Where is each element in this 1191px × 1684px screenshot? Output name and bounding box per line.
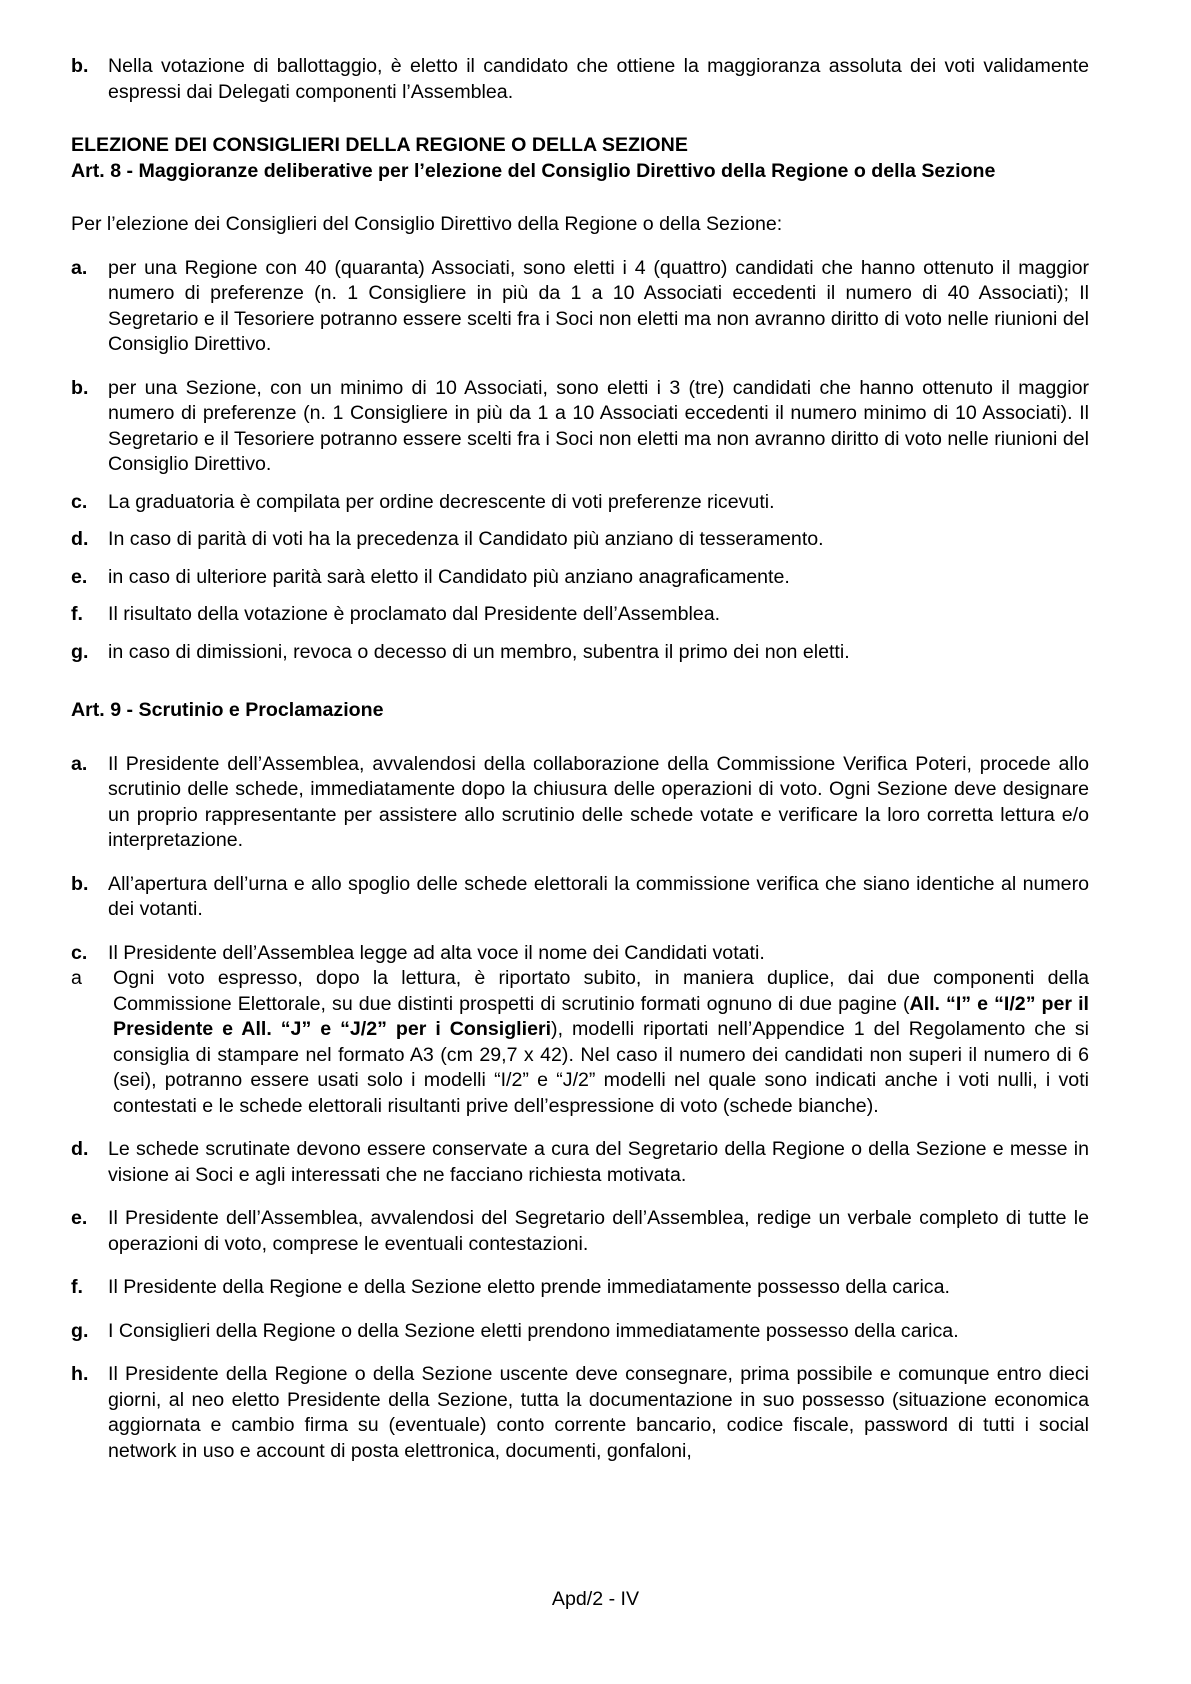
list-item bbox=[71, 376, 1089, 478]
list-item bbox=[71, 1362, 1089, 1464]
list-item bbox=[71, 1137, 1089, 1188]
item-label: h. bbox=[71, 1363, 89, 1385]
item-label: c. bbox=[71, 941, 88, 964]
article-9-title: Art. 9 - Scrutinio e Proclamazione bbox=[71, 699, 384, 721]
item-text: Le schede scrutinate devono essere conservate a cura del Segretario della Regione o della Sezione e messe in visione ai Soci e agli interessati che ne facciano richiesta motivata. bbox=[108, 1138, 1089, 1186]
page-footer: Apd/2 - IV bbox=[551, 1588, 640, 1610]
list-item bbox=[71, 941, 1089, 967]
article-8-title: Art. 8 - Maggioranze deliberative per l’elezione del Consiglio Direttivo della Regione o della Sezione bbox=[71, 159, 996, 182]
item-text-part: ), modelli riportati nell’Appendice 1 del Regolamento che si consiglia di stampare nel formato A3 (cm 29,7 x 42). Nel caso il numero dei candidati non superi il numero di 6 (sei), potranno essere usati solo i modelli “I/2” e “J/2” modelli nel quale sono indicati anche i voti nulli, i voti contestati e le schede elettorali risultanti prive dell’espressione di voto (schede bianche). bbox=[113, 1018, 1090, 1117]
item-label: f. bbox=[71, 1276, 83, 1298]
item-label: b. bbox=[71, 55, 89, 77]
item-text: La graduatoria è compilata per ordine decrescente di voti preferenze ricevuti. bbox=[108, 490, 775, 513]
item-label: d. bbox=[71, 528, 89, 550]
list-item bbox=[71, 1275, 1089, 1301]
item-label: a. bbox=[71, 752, 88, 775]
item-text: Il Presidente dell’Assemblea, avvalendosi del Segretario dell’Assemblea, redige un verbale completo di tutte le operazioni di voto, comprese le eventuali contestazioni. bbox=[108, 1207, 1089, 1255]
list-item bbox=[71, 1206, 1089, 1257]
item-label: g. bbox=[71, 1319, 89, 1342]
item-text: Nella votazione di ballottaggio, è eletto il candidato che ottiene la maggioranza assoluta dei voti validamente espressi dai Delegati componenti l’Assemblea. bbox=[108, 55, 1089, 103]
item-text: Il Presidente dell’Assemblea legge ad alta voce il nome dei Candidati votati. bbox=[108, 941, 765, 964]
item-text: Il risultato della votazione è proclamato dal Presidente dell’Assemblea. bbox=[108, 603, 721, 625]
list-item bbox=[71, 527, 1089, 553]
list-item bbox=[71, 872, 1089, 923]
list-item bbox=[71, 565, 1089, 591]
item-label: a. bbox=[71, 256, 88, 279]
item-text: I Consiglieri della Regione o della Sezione eletti prendono immediatamente possesso della carica. bbox=[108, 1319, 959, 1342]
item-label: f. bbox=[71, 603, 83, 625]
item-label: b. bbox=[71, 872, 89, 895]
item-label: g. bbox=[71, 640, 89, 663]
document-page bbox=[71, 54, 1089, 1464]
item-label: d. bbox=[71, 1138, 89, 1160]
item-label: a bbox=[71, 967, 82, 989]
list-item bbox=[71, 490, 1089, 516]
item-text: Il Presidente della Regione o della Sezione uscente deve consegnare, prima possibile e comunque entro dieci giorni, al neo eletto Presidente della Sezione, tutta la documentazione in suo possesso (situazione economica aggiornata e cambio firma su (eventuale) conto corrente bancario, codice fiscale, password di tutti i social network in uso e account di posta elettronica, documenti, gonfaloni, bbox=[108, 1363, 1089, 1462]
list-item bbox=[71, 256, 1089, 358]
item-label: e. bbox=[71, 1207, 88, 1229]
list-item bbox=[71, 966, 1089, 1119]
item-text: in caso di dimissioni, revoca o decesso di un membro, subentra il primo dei non eletti. bbox=[108, 640, 850, 663]
article-8-intro: Per l’elezione dei Consiglieri del Consiglio Direttivo della Regione o della Sezione: bbox=[71, 213, 783, 235]
item-text: Il Presidente della Regione e della Sezione eletto prende immediatamente possesso della carica. bbox=[108, 1276, 950, 1298]
list-item bbox=[71, 602, 1089, 628]
item-text-part: Ogni voto espresso, dopo la lettura, è riportato subito, in maniera duplice, dai due componenti della Commissione Elettorale, su due distinti prospetti di scrutinio formati ognuno di due pagine ( bbox=[113, 967, 1089, 1015]
list-item bbox=[71, 54, 1089, 105]
item-text: In caso di parità di voti ha la precedenza il Candidato più anziano di tesseramento. bbox=[108, 528, 824, 550]
item-text: per una Sezione, con un minimo di 10 Associati, sono eletti i 3 (tre) candidati che hanno ottenuto il maggior numero di preferenze (n. 1 Consigliere in più da 1 a 10 Associati eccedenti il numero minimo di 10 Associati). Il Segretario e il Tesoriere potranno essere scelti fra i Soci non eletti ma non avranno diritto di voto nelle riunioni del Consiglio Direttivo. bbox=[108, 376, 1089, 475]
item-text: in caso di ulteriore parità sarà eletto il Candidato più anziano anagraficamente. bbox=[108, 565, 790, 588]
item-label: e. bbox=[71, 565, 88, 588]
list-item bbox=[71, 752, 1089, 854]
list-item bbox=[71, 640, 1089, 666]
item-text-bold: All. “I” e “I/2” per il Presidente e All. “J” e “J/2” per i Consiglieri bbox=[113, 992, 1089, 1040]
item-text bbox=[113, 966, 1089, 1119]
section-title: ELEZIONE DEI CONSIGLIERI DELLA REGIONE O DELLA SEZIONE bbox=[71, 134, 688, 156]
item-label: b. bbox=[71, 376, 89, 399]
item-text: per una Regione con 40 (quaranta) Associati, sono eletti i 4 (quattro) candidati che hanno ottenuto il maggior numero di preferenze (n. 1 Consigliere in più da 1 a 10 Associati eccedenti il numero di 40 Associati); Il Segretario e il Tesoriere potranno essere scelti fra i Soci non eletti ma non avranno diritto di voto nelle riunioni del Consiglio Direttivo. bbox=[108, 256, 1089, 355]
list-item bbox=[71, 1319, 1089, 1345]
item-text: Il Presidente dell’Assemblea, avvalendosi della collaborazione della Commissione Verifica Poteri, procede allo scrutinio delle schede, immediatamente dopo la chiusura delle operazioni di voto. Ogni Sezione deve designare un proprio rappresentante per assistere allo scrutinio delle schede votate e verificare la loro corretta lettura e/o interpretazione. bbox=[108, 752, 1089, 851]
item-label: c. bbox=[71, 490, 88, 513]
item-text: All’apertura dell’urna e allo spoglio delle schede elettorali la commissione verifica che siano identiche al numero dei votanti. bbox=[108, 872, 1089, 920]
